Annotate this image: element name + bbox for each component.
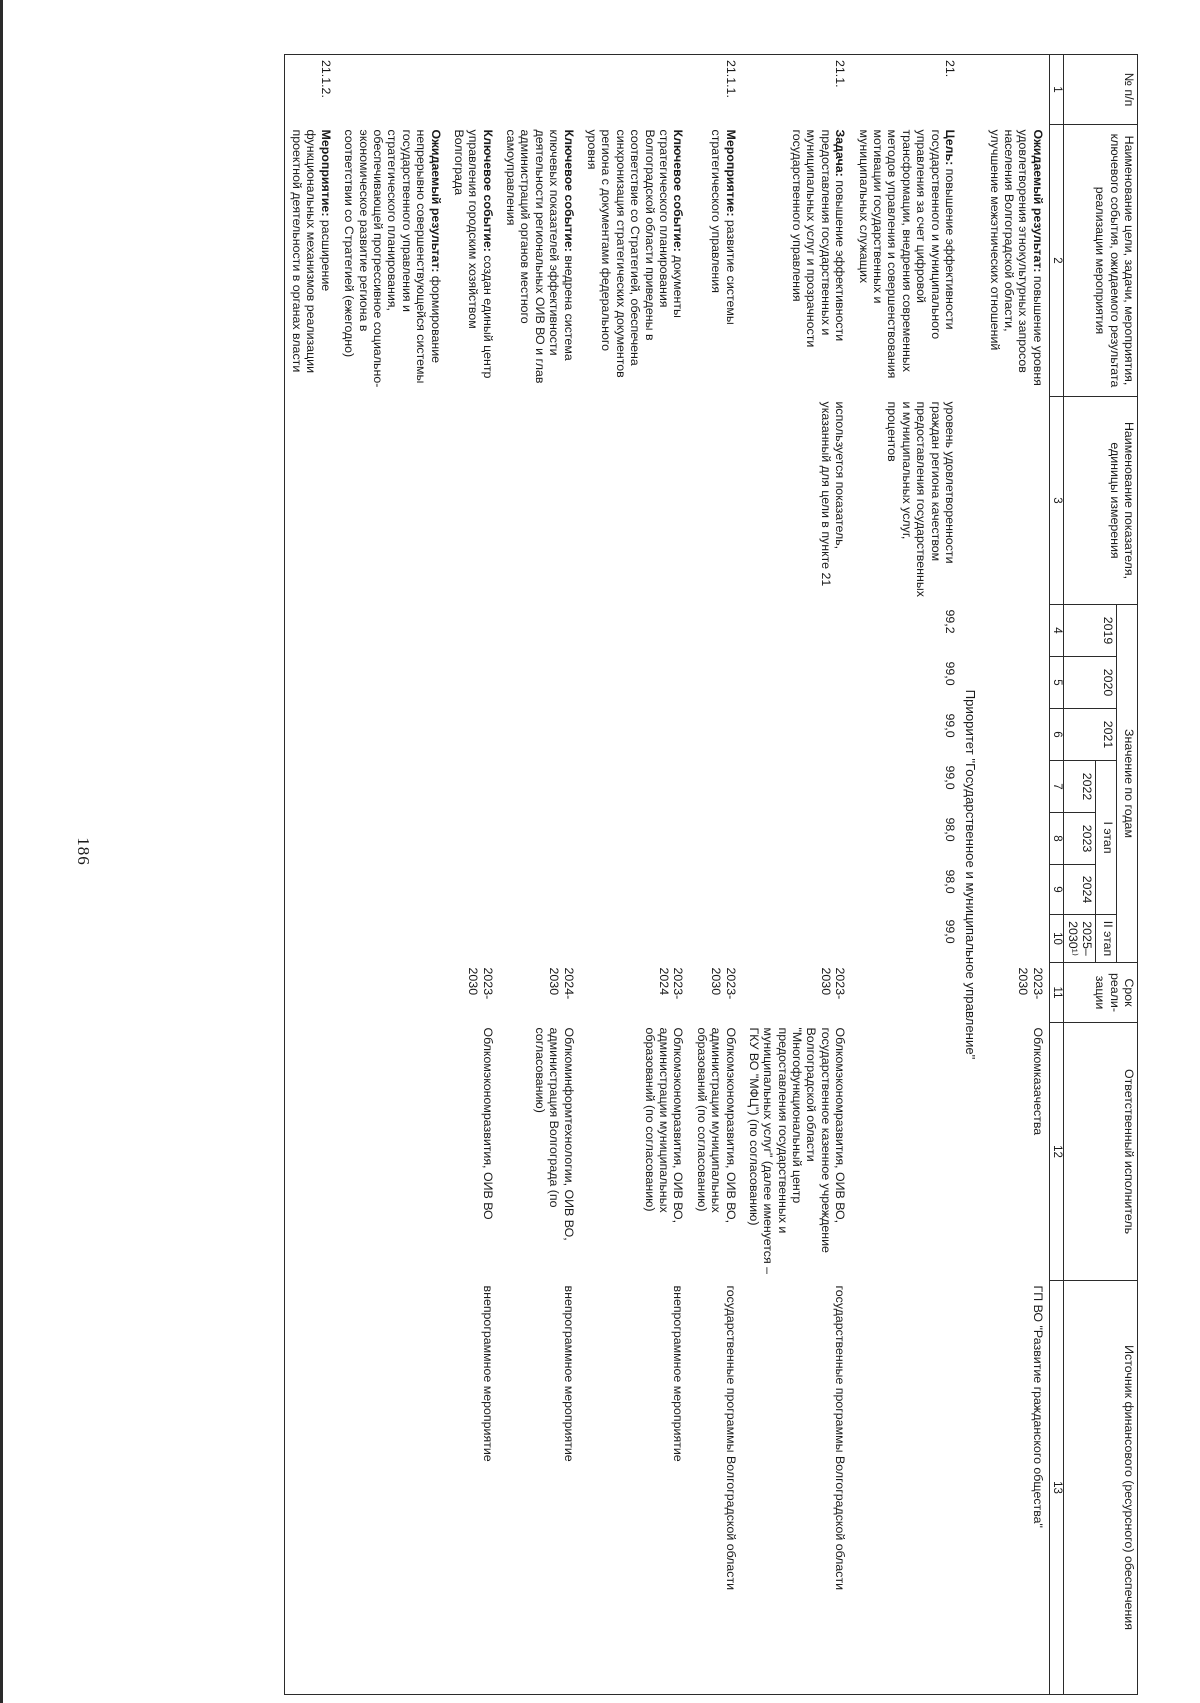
value-2022 — [284, 761, 337, 813]
row-label: Ключевое событие: — [671, 129, 686, 252]
row-source: внепрограммное мероприятие — [499, 1281, 580, 1695]
row-number — [447, 55, 499, 125]
value-2019: 99,2 — [943, 609, 958, 634]
row-term: 2023-2030 — [818, 967, 848, 1000]
row-text: формирование непрерывно совершенствующейся системы государственного управления и стратегического планирования, обеспечивающей прогрессивное социально-экономическое развитие региона в соответствии со Стратегией (ежегодно) — [342, 129, 443, 388]
header-year-2021: 2021 — [1064, 709, 1117, 761]
row-name — [284, 125, 337, 397]
value-2021 — [284, 709, 337, 761]
header-num: № п/п — [1064, 55, 1138, 125]
row-executor: Облкомэкономразвития, ОИВ ВО, государственное казенное учреждение Волгоградской области "Многофункциональный центр предоставления государственных и муниципальных услуг" (далее именуется – ГКУ ВО "МФЦ") (по согласованию) — [746, 1027, 848, 1275]
header-executor: Ответственный исполнитель — [1064, 1023, 1138, 1281]
value-2021 — [742, 709, 852, 761]
row-executor: Облкомэкономразвития, ОИВ ВО, администрации муниципальных образований (по согласованию) — [694, 1027, 738, 1224]
row-source: внепрограммное мероприятие — [447, 1281, 499, 1695]
value-2020 — [337, 657, 447, 709]
plan-table — [284, 54, 1138, 1695]
row-indicator: используется показатель, указанный для цели в пункте 21 — [818, 401, 848, 587]
row-number — [580, 55, 690, 125]
header-year-2024: 2024 — [1064, 865, 1096, 915]
row-label: Задача: — [833, 129, 848, 177]
row-source: ГП ВО "Развитие гражданского общества" — [982, 1281, 1049, 1695]
row-executor — [284, 1023, 337, 1281]
row-term — [851, 963, 961, 1023]
value-2023 — [742, 813, 852, 865]
row-indicator — [447, 397, 499, 605]
row-term: 2023-2030 — [1016, 967, 1045, 1000]
row-label: Мероприятие: — [723, 129, 738, 217]
column-number: 12 — [1049, 1023, 1063, 1281]
value-2020 — [284, 657, 337, 709]
page-number: 186 — [74, 837, 93, 866]
table-row — [689, 55, 741, 1695]
column-number: 2 — [1049, 125, 1063, 397]
value-2020 — [499, 657, 580, 709]
row-indicator — [982, 397, 1049, 605]
row-name — [499, 125, 580, 397]
column-number: 1 — [1049, 55, 1063, 125]
value-2021 — [689, 709, 741, 761]
value-2021 — [982, 709, 1049, 761]
column-number: 5 — [1049, 657, 1063, 709]
row-indicator — [689, 397, 741, 605]
value-2025-2030 — [447, 915, 499, 963]
header-year-2022: 2022 — [1064, 761, 1096, 813]
row-executor — [851, 1023, 961, 1281]
table-row — [447, 55, 499, 1695]
value-2023 — [982, 813, 1049, 865]
value-2025-2030 — [499, 915, 580, 963]
value-2022 — [689, 761, 741, 813]
row-indicator — [284, 397, 337, 605]
value-2023 — [284, 813, 337, 865]
value-2020 — [689, 657, 741, 709]
value-2022 — [499, 761, 580, 813]
row-executor: Облкомэкономразвития, ОИВ ВО — [480, 1027, 495, 1220]
value-2021 — [447, 709, 499, 761]
value-2020: 99,0 — [943, 661, 958, 686]
column-number: 7 — [1049, 761, 1063, 813]
column-number: 9 — [1049, 865, 1063, 915]
table-row — [499, 55, 580, 1695]
column-number: 11 — [1049, 963, 1063, 1023]
value-2020 — [742, 657, 852, 709]
value-2019 — [337, 605, 447, 657]
value-2021 — [337, 709, 447, 761]
value-2023 — [447, 813, 499, 865]
value-2025-2030 — [742, 915, 852, 963]
column-number: 3 — [1049, 397, 1063, 605]
value-2022 — [337, 761, 447, 813]
value-2025-2030 — [982, 915, 1049, 963]
value-2020 — [982, 657, 1049, 709]
value-2025-2030: 99,0 — [943, 919, 958, 944]
footnote-mark: ¹⁾ — [1065, 948, 1080, 956]
value-2023 — [580, 813, 690, 865]
column-number: 8 — [1049, 813, 1063, 865]
priority-heading: Приоритет "Государственное и муниципальное управление" — [961, 55, 982, 1695]
value-2023 — [499, 813, 580, 865]
row-executor: Облкоминформтехнологии, ОИВ ВО, администрация Волгограда (по согласованию) — [532, 1027, 576, 1241]
row-executor — [337, 1023, 447, 1281]
value-2020 — [580, 657, 690, 709]
row-text: документы стратегического планирования Волгоградской области приведены в соответствие со Стратегией, обеспечена синхронизация стратегических документов региона с документами федерального уровня — [585, 129, 686, 378]
table-row — [742, 55, 852, 1695]
row-text: развитие системы стратегического управления — [709, 129, 738, 325]
row-term: 2023-2030 — [709, 967, 738, 1000]
row-label: Мероприятие: — [318, 129, 333, 217]
value-2024 — [447, 865, 499, 915]
value-2024: 98,0 — [943, 869, 958, 894]
value-2024 — [499, 865, 580, 915]
header-year-2023: 2023 — [1064, 813, 1096, 865]
row-indicator — [499, 397, 580, 605]
header-name: Наименование цели, задачи, мероприятия, ключевого события, ожидаемого результата реализации мероприятия — [1064, 125, 1138, 397]
value-2019 — [742, 605, 852, 657]
value-2024 — [284, 865, 337, 915]
header-stage-1: I этап — [1096, 761, 1117, 915]
row-number: 21.1. — [742, 55, 852, 125]
row-text: повышение эффективности предоставления государственных и муниципальных услуг и прозрачности государственного управления — [790, 129, 848, 348]
row-indicator — [337, 397, 447, 605]
row-term: 2023-2024 — [656, 967, 686, 1000]
header-term: Срок реали-зации — [1064, 963, 1138, 1023]
table-row — [580, 55, 690, 1695]
row-name — [689, 125, 741, 397]
value-2019 — [689, 605, 741, 657]
row-term: 2023-2030 — [466, 967, 495, 1000]
header-year-2025-2030-text: 2025–2030 — [1065, 921, 1094, 956]
header-year-2019: 2019 — [1064, 605, 1117, 657]
column-number: 10 — [1049, 915, 1063, 963]
table-body — [284, 55, 1049, 1695]
row-term — [284, 963, 337, 1023]
column-number: 13 — [1049, 1281, 1063, 1695]
value-2022 — [982, 761, 1049, 813]
table-row — [337, 55, 447, 1695]
row-text: повышение эффективности государственного и муниципального управления за счет цифровой трансформации, внедрения современных методов управления и совершенствования мотивации государственных и муниципальных служащих — [856, 129, 958, 379]
value-2024 — [742, 865, 852, 915]
row-indicator — [580, 397, 690, 605]
row-label: Ожидаемый результат: — [428, 129, 443, 273]
row-text: повышение уровня удовлетворения этнокультурных запросов населения Волгоградской области, улучшение межэтнических отношений — [987, 129, 1045, 386]
row-source — [337, 1281, 447, 1695]
row-source — [284, 1281, 337, 1695]
value-2021 — [499, 709, 580, 761]
row-label: Ожидаемый результат: — [1030, 129, 1045, 273]
row-term — [337, 963, 447, 1023]
row-name — [580, 125, 690, 397]
header-indicator: Наименование показателя, единицы измерения — [1064, 397, 1138, 605]
header-values-by-years: Значение по годам — [1117, 605, 1138, 963]
row-label: Ключевое событие: — [480, 129, 495, 252]
table-row — [851, 55, 961, 1695]
value-2023 — [337, 813, 447, 865]
header-year-2025-2030 — [1064, 915, 1096, 963]
column-numbers-row — [1049, 55, 1063, 1695]
value-2019 — [499, 605, 580, 657]
row-executor: Облкомказачества — [1030, 1027, 1045, 1136]
row-number: 21.1.2. — [284, 55, 337, 125]
value-2025-2030 — [337, 915, 447, 963]
value-2023 — [689, 813, 741, 865]
row-source — [851, 1281, 961, 1695]
row-term: 2024-2030 — [547, 967, 576, 1000]
row-text: создан единый центр управления городским хозяйством Волгограда — [451, 129, 495, 379]
header-year-2020: 2020 — [1064, 657, 1117, 709]
value-2019 — [982, 605, 1049, 657]
value-2020 — [447, 657, 499, 709]
value-2023: 98,0 — [943, 817, 958, 842]
column-number: 6 — [1049, 709, 1063, 761]
value-2025-2030 — [580, 915, 690, 963]
row-name — [742, 125, 852, 397]
row-text: расширение функциональных механизмов реализации проектной деятельности в органах власти — [290, 129, 333, 374]
row-source: государственные программы Волгоградской области — [742, 1281, 852, 1695]
priority-row — [961, 55, 982, 1695]
value-2024 — [982, 865, 1049, 915]
value-2022 — [742, 761, 852, 813]
row-number: 21. — [851, 55, 961, 125]
value-2019 — [447, 605, 499, 657]
row-label: Ключевое событие: — [561, 129, 576, 252]
row-name — [851, 125, 961, 397]
value-2019 — [284, 605, 337, 657]
value-2024 — [337, 865, 447, 915]
row-number — [982, 55, 1049, 125]
row-name — [982, 125, 1049, 397]
row-source: внепрограммное мероприятие — [580, 1281, 690, 1695]
value-2021 — [580, 709, 690, 761]
row-text: внедрена система ключевых показателей эффективности деятельности региональных ОИВ ВО и глав администраций органов местного самоуправления — [504, 129, 576, 384]
row-number — [337, 55, 447, 125]
value-2022 — [580, 761, 690, 813]
row-source: государственные программы Волгоградской области — [689, 1281, 741, 1695]
table-header — [1049, 55, 1137, 1695]
column-number: 4 — [1049, 605, 1063, 657]
value-2022: 99,0 — [943, 765, 958, 790]
value-2021: 99,0 — [943, 713, 958, 738]
value-2022 — [447, 761, 499, 813]
row-indicator: уровень удовлетворенности граждан региона качеством предоставления государственных и муниципальных услуг, процентов — [885, 401, 958, 597]
header-source: Источник финансового (ресурсного) обеспечения — [1064, 1281, 1138, 1695]
row-number: 21.1.1. — [689, 55, 741, 125]
table-row — [982, 55, 1049, 1695]
value-2024 — [689, 865, 741, 915]
row-executor: Облкомэкономразвития, ОИВ ВО, администрации муниципальных образований (по согласованию) — [642, 1027, 686, 1224]
row-name — [447, 125, 499, 397]
value-2025-2030 — [284, 915, 337, 963]
row-number — [499, 55, 580, 125]
value-2025-2030 — [689, 915, 741, 963]
table-row — [284, 55, 337, 1695]
row-label: Цель: — [943, 129, 958, 166]
value-2024 — [580, 865, 690, 915]
value-2019 — [580, 605, 690, 657]
header-stage-2: II этап — [1096, 915, 1117, 963]
row-name — [337, 125, 447, 397]
